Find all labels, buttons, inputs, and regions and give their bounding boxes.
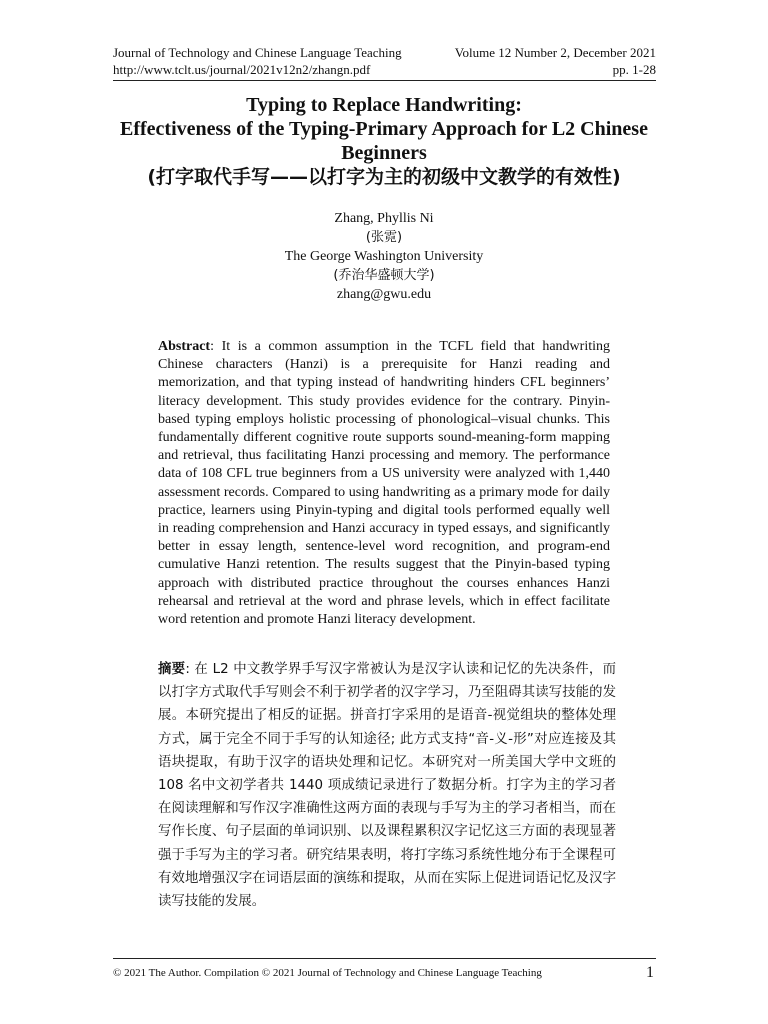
page-footer <box>113 958 656 980</box>
running-header-bottom-row <box>113 61 656 78</box>
journal-name: Journal of Technology and Chinese Language Teaching <box>113 45 402 60</box>
title-chinese: (打字取代手写——以打字为主的初级中文教学的有效性) <box>147 166 621 188</box>
volume-info: Volume 12 Number 2, December 2021 <box>454 45 656 60</box>
title-line-2: Effectiveness of the Typing-Primary Approach for L2 Chinese <box>120 118 648 140</box>
abstract-chinese-text: : 在 L2 中文教学界手写汉字常被认为是汉字认读和记忆的先决条件，而以打字方式取代手写则会不利于初学者的汉字学习，乃至阻碍其读写技能的发展。本研究提出了相反的证据。拼音打字采用的是语音-视觉组块的整体处理方式，属于完全不同于手写的认知途径; 此方式支持“音-义-形”对应连接及其语块提取，有助于汉字的语块处理和记忆。本研究对一所美国大学中文班的 108 名中文初学者共 1440 项成绩记录进行了数据分析。打字为主的学习者在阅读理解和写作汉字准确性这两方面的表现与手写为主的学习者相当，而在写作长度、句子层面的单词识别、以及课程累积汉字记忆这三方面的表现显著强于手写为主的学习者。研究结果表明，将打字练习系统性地分布于全课程可有效地增强汉字在词语层面的演练和提取，从而在实际上促进词语记忆及汉字读写技能的发展。 <box>158 662 617 910</box>
copyright-notice: © 2021 The Author. Compilation © 2021 Journal of Technology and Chinese Language Teaching <box>113 967 542 979</box>
author-email[interactable]: zhang@gwu.edu <box>336 287 432 302</box>
abstract-chinese-label: 摘要 <box>158 662 186 677</box>
author-affiliation: The George Washington University <box>284 249 484 264</box>
author-name-chinese: (张霓) <box>365 230 403 245</box>
author-info <box>150 209 618 304</box>
author-affiliation-chinese: (乔治华盛顿大学) <box>333 268 435 283</box>
footer-row <box>113 966 656 980</box>
footer-rule <box>113 958 656 959</box>
title-line-1: Typing to Replace Handwriting: <box>246 94 522 116</box>
article-title <box>100 93 668 189</box>
running-header-top-row <box>113 44 656 61</box>
running-header <box>113 44 656 81</box>
page-number: 1 <box>646 964 654 981</box>
header-rule <box>113 80 656 81</box>
abstract-label: Abstract <box>158 339 211 354</box>
page-range: pp. 1-28 <box>612 62 656 77</box>
article-url[interactable]: http://www.tclt.us/journal/2021v12n2/zhangn.pdf <box>113 62 371 77</box>
abstract-english <box>158 338 610 629</box>
title-line-3: Beginners <box>341 142 427 164</box>
author-name: Zhang, Phyllis Ni <box>334 211 434 226</box>
abstract-text: : It is a common assumption in the TCFL field that handwriting Chinese characters (Hanzi) is a prerequisite for Hanzi reading and memorization, and that typing instead of handwriting hinders CFL beginners’ literacy development. This study provides evidence for the contrary. Pinyin-based typing employs holistic processing of phonological–visual chunks. This fundamentally different cognitive route supports sound-meaning-form mapping and retrieval, thus facilitating Hanzi processing and memory. The performance data of 108 CFL true beginners from a US university were analyzed with 1,440 assessment records. Compared to using handwriting as a primary mode for daily practice, learners using Pinyin-typing and digital tools performed equally well in reading comprehension and Hanzi accuracy in typed essays, and significantly better in essay length, sentence-level word recognition, and program-end cumulative Hanzi retention. The results suggest that the Pinyin-based typing approach with distributed practice throughout the courses enhances Hanzi rehearsal and retrieval at the word and phrase levels, which in effect facilitate word retention and promote Hanzi literacy development. <box>158 339 610 628</box>
abstract-chinese <box>158 658 616 913</box>
